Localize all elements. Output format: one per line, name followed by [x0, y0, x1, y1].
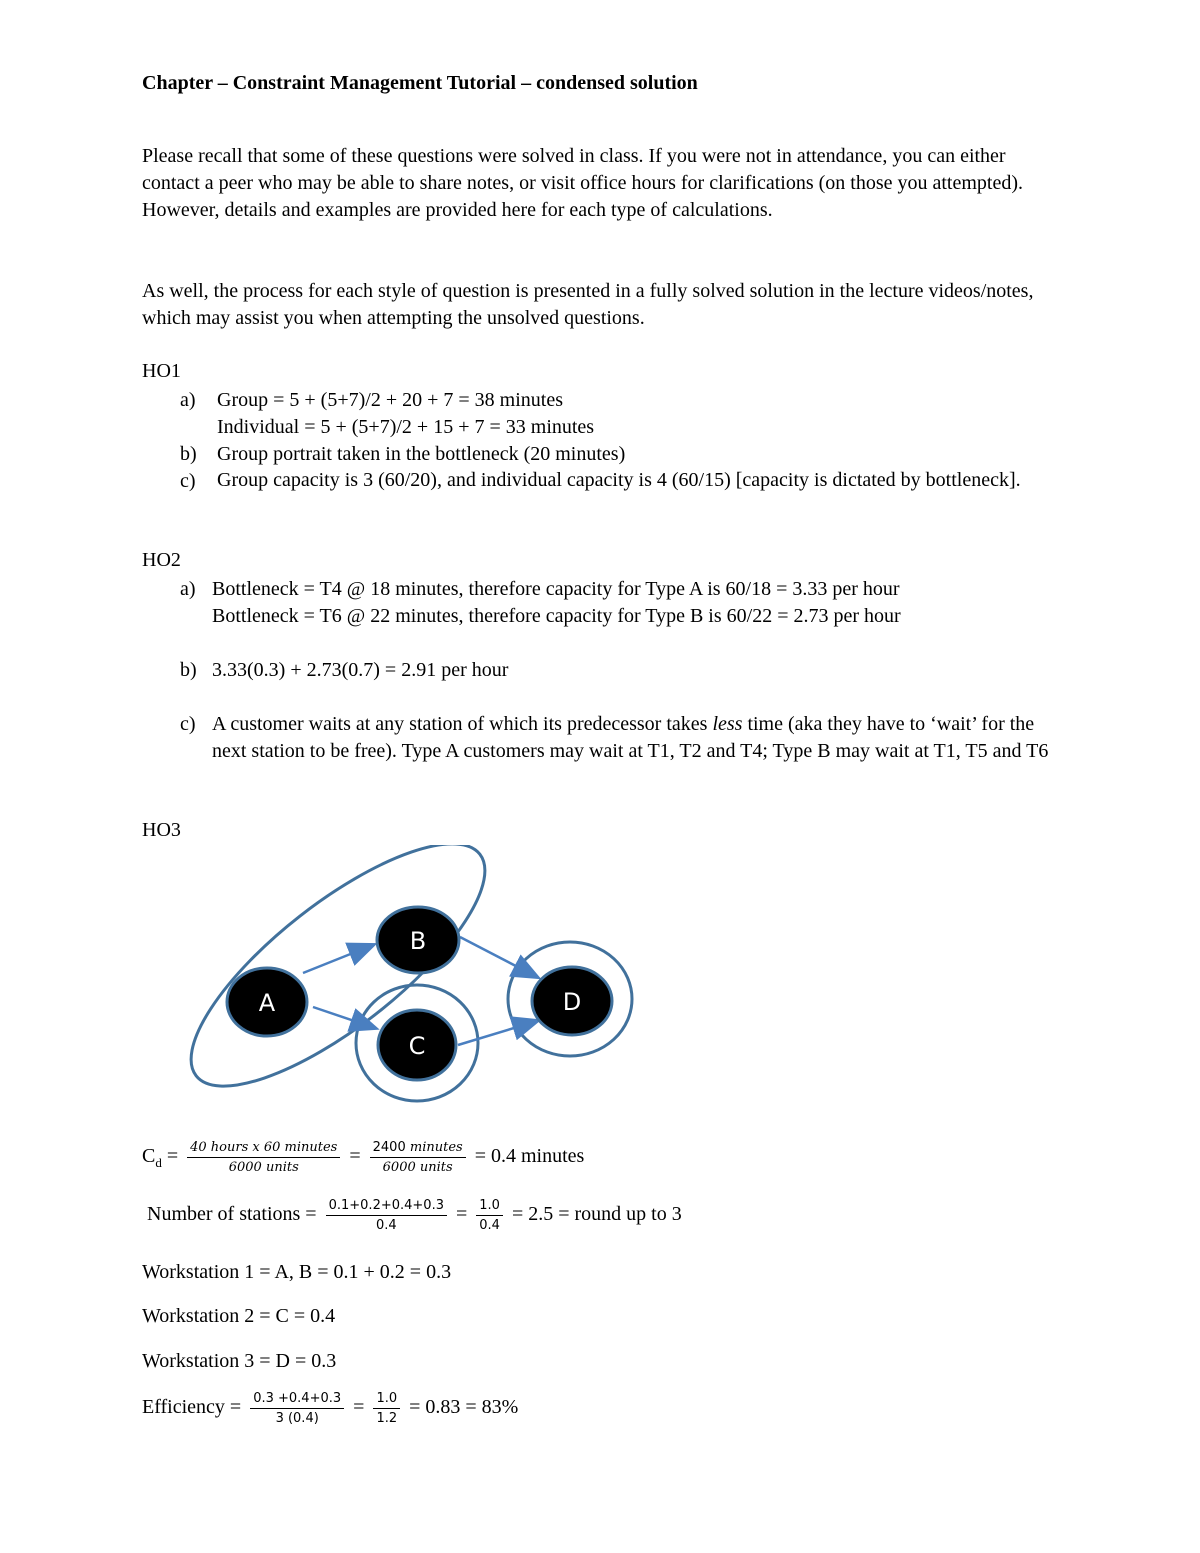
- ho1-heading: HO1: [142, 360, 181, 382]
- ho2-b-label: b): [180, 659, 197, 681]
- ho1-b-label: b): [180, 443, 197, 465]
- cycle-time-fraction-2: $\frac{\text{2400 minutes}}{\text{6000 units}}$: [370, 1140, 466, 1175]
- stations-fraction-2: $\frac{1.0}{0.4}$: [476, 1198, 503, 1233]
- ho2-c-emphasis: less: [712, 713, 743, 735]
- cycle-time-formula: $C_d$ = $\frac{\text{40 hours x 60 minutes}}{\text{6000 units}}$ = $\frac{\text{2400 minutes}}{\text{6000 units}}$ = 0.4 minutes: [142, 1140, 585, 1175]
- ho3-heading: HO3: [142, 819, 181, 841]
- arrow-c-to-d: [458, 1021, 537, 1045]
- ho1-a-line1: Group = 5 + (5+7)/2 + 20 + 7 = 38 minutes: [217, 389, 563, 411]
- efficiency-fraction-1: $\frac{0.3 +0.4+0.3}{3 (0.4)}$: [250, 1391, 344, 1426]
- workstation-2-line: Workstation 2 = C = 0.4: [142, 1305, 336, 1327]
- node-a-label: A: [258, 989, 276, 1017]
- stations-fraction-1: $\frac{0.1+0.2+0.4+0.3}{0.4}$: [326, 1198, 447, 1233]
- ho1-a-line2: Individual = 5 + (5+7)/2 + 15 + 7 = 33 minutes: [217, 416, 595, 438]
- ho1-c-label: c): [180, 470, 196, 492]
- intro-paragraph-2: As well, the process for each style of question is presented in a fully solved solution in the lecture videos/notes, which may assist you when attempting the unsolved questions.: [142, 280, 1034, 329]
- efficiency-formula: Efficiency = $\frac{0.3 +0.4+0.3}{3 (0.4)}$ = $\frac{1.0}{1.2}$ = 0.83 = 83%: [142, 1391, 519, 1426]
- node-d-label: D: [562, 988, 582, 1016]
- ho2-a-label: a): [180, 578, 196, 600]
- precedence-diagram: [170, 845, 650, 1105]
- arrow-b-to-d: [460, 937, 537, 977]
- cycle-time-fraction-1: $\frac{\text{40 hours x 60 minutes}}{\text{6000 units}}$: [187, 1140, 340, 1175]
- efficiency-fraction-2: $\frac{1.0}{1.2}$: [373, 1391, 400, 1426]
- ho1-a-label: a): [180, 389, 196, 411]
- ho2-heading: HO2: [142, 549, 181, 571]
- arrow-a-to-b: [303, 945, 373, 973]
- workstation-3-line: Workstation 3 = D = 0.3: [142, 1350, 337, 1372]
- ho2-c-text: A customer waits at any station of which its predecessor takes less time (aka they have to ‘wait’ for the next station to be free). Type A customers may wait at T1, T2 and T4; Type B may wait at T1, T5 and T6: [212, 713, 1049, 762]
- node-b-label: B: [409, 927, 427, 955]
- ho1-b-text: Group portrait taken in the bottleneck (20 minutes): [217, 443, 626, 465]
- ho2-a-line2: Bottleneck = T6 @ 22 minutes, therefore capacity for Type B is 60/22 = 2.73 per hour: [212, 605, 901, 627]
- ho2-b-text: 3.33(0.3) + 2.73(0.7) = 2.91 per hour: [212, 659, 509, 681]
- number-of-stations-formula: Number of stations = $\frac{0.1+0.2+0.4+0.3}{0.4}$ = $\frac{1.0}{0.4}$ = 2.5 = round up to 3: [147, 1198, 682, 1233]
- node-c-label: C: [408, 1032, 426, 1060]
- intro-paragraph-1: Please recall that some of these questions were solved in class. If you were not in attendance, you can either contact a peer who may be able to share notes, or visit office hours for clarifications (on those you attempted). However, details and examples are provided here for each type of calculations.: [142, 145, 1024, 221]
- page-title: Chapter – Constraint Management Tutorial – condensed solution: [142, 72, 698, 94]
- ho1-c-text: Group capacity is 3 (60/20), and individual capacity is 4 (60/15) [capacity is dictated by bottleneck].: [217, 469, 1021, 491]
- workstation-1-ellipse: [170, 845, 518, 1105]
- ho2-a-line1: Bottleneck = T4 @ 18 minutes, therefore capacity for Type A is 60/18 = 3.33 per hour: [212, 578, 900, 600]
- workstation-1-line: Workstation 1 = A, B = 0.1 + 0.2 = 0.3: [142, 1261, 452, 1283]
- ho2-c-label: c): [180, 713, 196, 735]
